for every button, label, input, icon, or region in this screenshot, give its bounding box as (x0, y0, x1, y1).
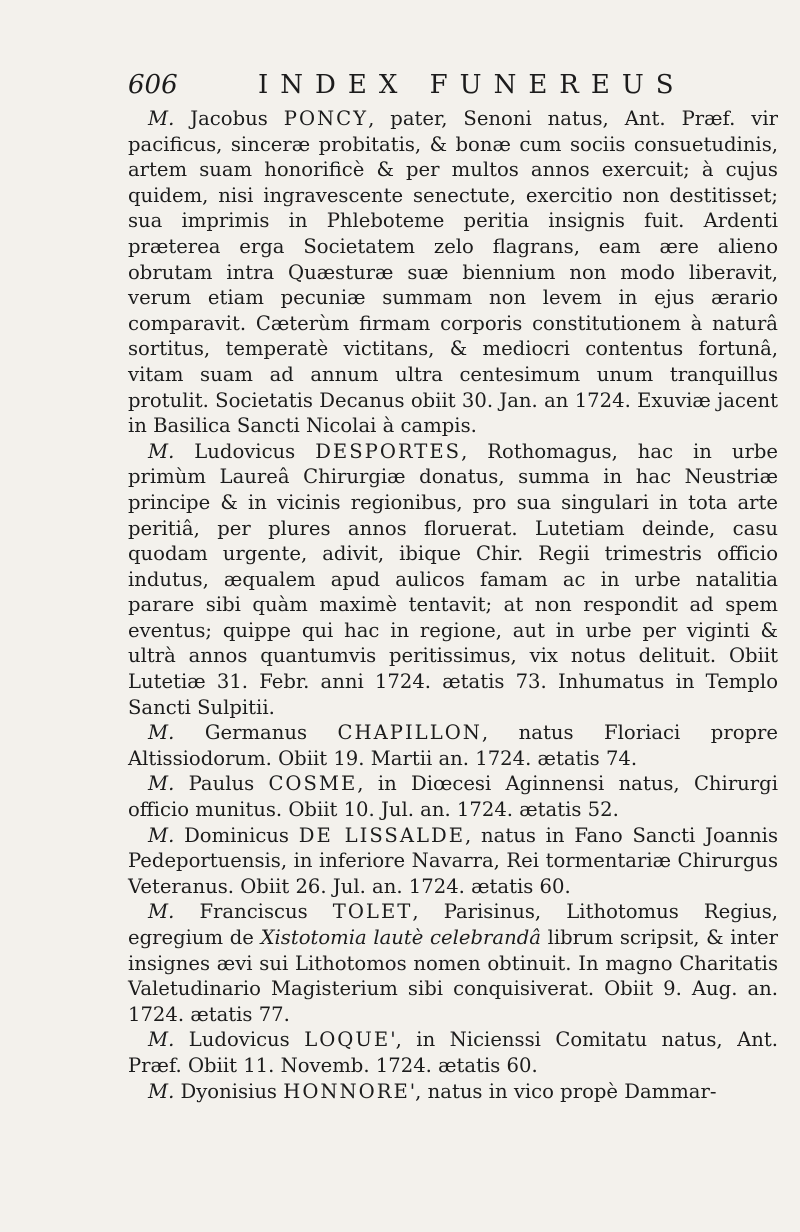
entry-loque (128, 1027, 778, 1078)
entry-text: , pater, Senoni natus, Ant. Præf. vir pacificus, sinceræ probitatis, & bonæ cum sociis consuetudinis, artem suam honorificè & per multos annos exercuit; à cujus quidem, nisi ingravescente senectute, exercitio non destitisset; sua imprimis in Phleboteme peritia insignis fuit. Ardenti præterea erga Societatem zelo flagrans, eam ære alieno obrutam intra Quæsturæ suæ biennium non modo liberavit, verum etiam pecuniæ summam non levem in ejus ærario comparavit. Cæterùm firmam corporis constitutionem à naturâ sortitus, temperatè victitans, & mediocri contentus fortunâ, vitam suam ad annum ultra centesimum unum tranquillus protulit. Societatis Decanus obiit 30. Jan. an 1724. Exuviæ jacent in Basilica Sancti Nicolai à campis. (128, 107, 778, 438)
entry-text: ', in Nicienssi Comitatu natus, Ant. Præf. Obiit 11. Novemb. 1724. ætatis 60. (128, 1028, 778, 1077)
entry-surname: DE LISSALDE (298, 823, 466, 847)
entry-given-name: Ludovicus (194, 439, 296, 463)
entry-given-name: Germanus (204, 721, 307, 745)
entry-given-name: Dyonisius (180, 1079, 277, 1103)
entry-tolet (128, 899, 778, 1027)
entry-prefix: M. (148, 1079, 175, 1103)
entry-poncy (128, 106, 778, 439)
entry-prefix: M. (148, 439, 175, 463)
entry-prefix: M. (148, 823, 175, 847)
entry-given-name: Franciscus (199, 900, 308, 924)
page-header (128, 70, 778, 106)
entry-text: , natus in Fano Sancti Joannis Pedeportuensis, in inferiore Navarra, Rei tormentariæ Chirurgus Veteranus. Obiit 26. Jul. an. 1724. ætatis 60. (128, 823, 779, 898)
entry-prefix: M. (148, 107, 175, 130)
entry-text: , Rothomagus, hac in urbe primùm Laureâ Chirurgiæ donatus, summa in hac Neustriæ principe & in vicinis regionibus, pro sua singulari in tota arte peritiâ, per plures annos floruerat. Lutetiam deinde, casu quodam urgente, adivit, ibique Chir. Regii trimestris officio indutus, æqualem apud aulicos famam ac in urbe natalitia parare sibi quàm maximè tentavit; at non respondit ad spem eventus; quippe qui hac in regione, aut in urbe per viginti & ultrà annos quantumvis peritissimus, vix notus delituit. Obiit Lutetiæ 31. Febr. anni 1724. ætatis 73. Inhumatus in Templo Sancti Sulpitii. (128, 439, 778, 719)
entry-given-name: Ludovicus (188, 1028, 290, 1052)
entry-surname: DESPORTES (315, 439, 462, 463)
entry-prefix: M. (148, 721, 175, 745)
entry-honnore (128, 1079, 778, 1105)
page-number: 606 (128, 70, 178, 100)
book-title: Xistotomia lautè celebrandâ (260, 926, 541, 949)
entry-text: librum scripsit, & inter insignes ævi sui Lithotomos nomen obtinuit. In magno Charitatis Valetudinario Magisterium sibi conquisiverat. Obiit 9. Aug. an. 1724. ætatis 77. (128, 926, 778, 1026)
entry-given-name: Jacobus (190, 107, 268, 130)
entry-prefix: M. (148, 900, 175, 924)
entry-cosme (128, 771, 778, 822)
entry-text: , in Diœcesi Aginnensi natus, Chirurgi officio munitus. Obiit 10. Jul. an. 1724. ætatis 52. (128, 772, 778, 822)
entry-text-before: , Parisinus, Lithotomus Regius, egregium de (128, 900, 778, 949)
entry-given-name: Paulus (188, 772, 255, 796)
entry-text: , natus Floriaci propre Altissiodorum. Obiit 19. Martii an. 1724. ætatis 74. (128, 721, 778, 770)
entry-prefix: M. (148, 772, 175, 796)
entry-given-name: Dominicus (184, 823, 289, 847)
entry-surname: TOLET (332, 900, 413, 924)
obituary-text (128, 106, 778, 1104)
running-head: INDEX FUNEREUS (258, 70, 686, 100)
entry-surname: LOQUE (304, 1028, 391, 1052)
entry-surname: PONCY (283, 107, 369, 130)
entry-chapillon (128, 720, 778, 771)
entry-surname: COSME (268, 772, 358, 796)
entry-de-lissalde (128, 823, 778, 900)
entry-desportes (128, 439, 778, 721)
entry-text: ', natus in vico propè Dammar- (409, 1079, 717, 1103)
entry-prefix: M. (148, 1028, 175, 1052)
entry-surname: CHAPILLON (337, 721, 482, 745)
entry-surname: HONNORE (283, 1079, 410, 1103)
